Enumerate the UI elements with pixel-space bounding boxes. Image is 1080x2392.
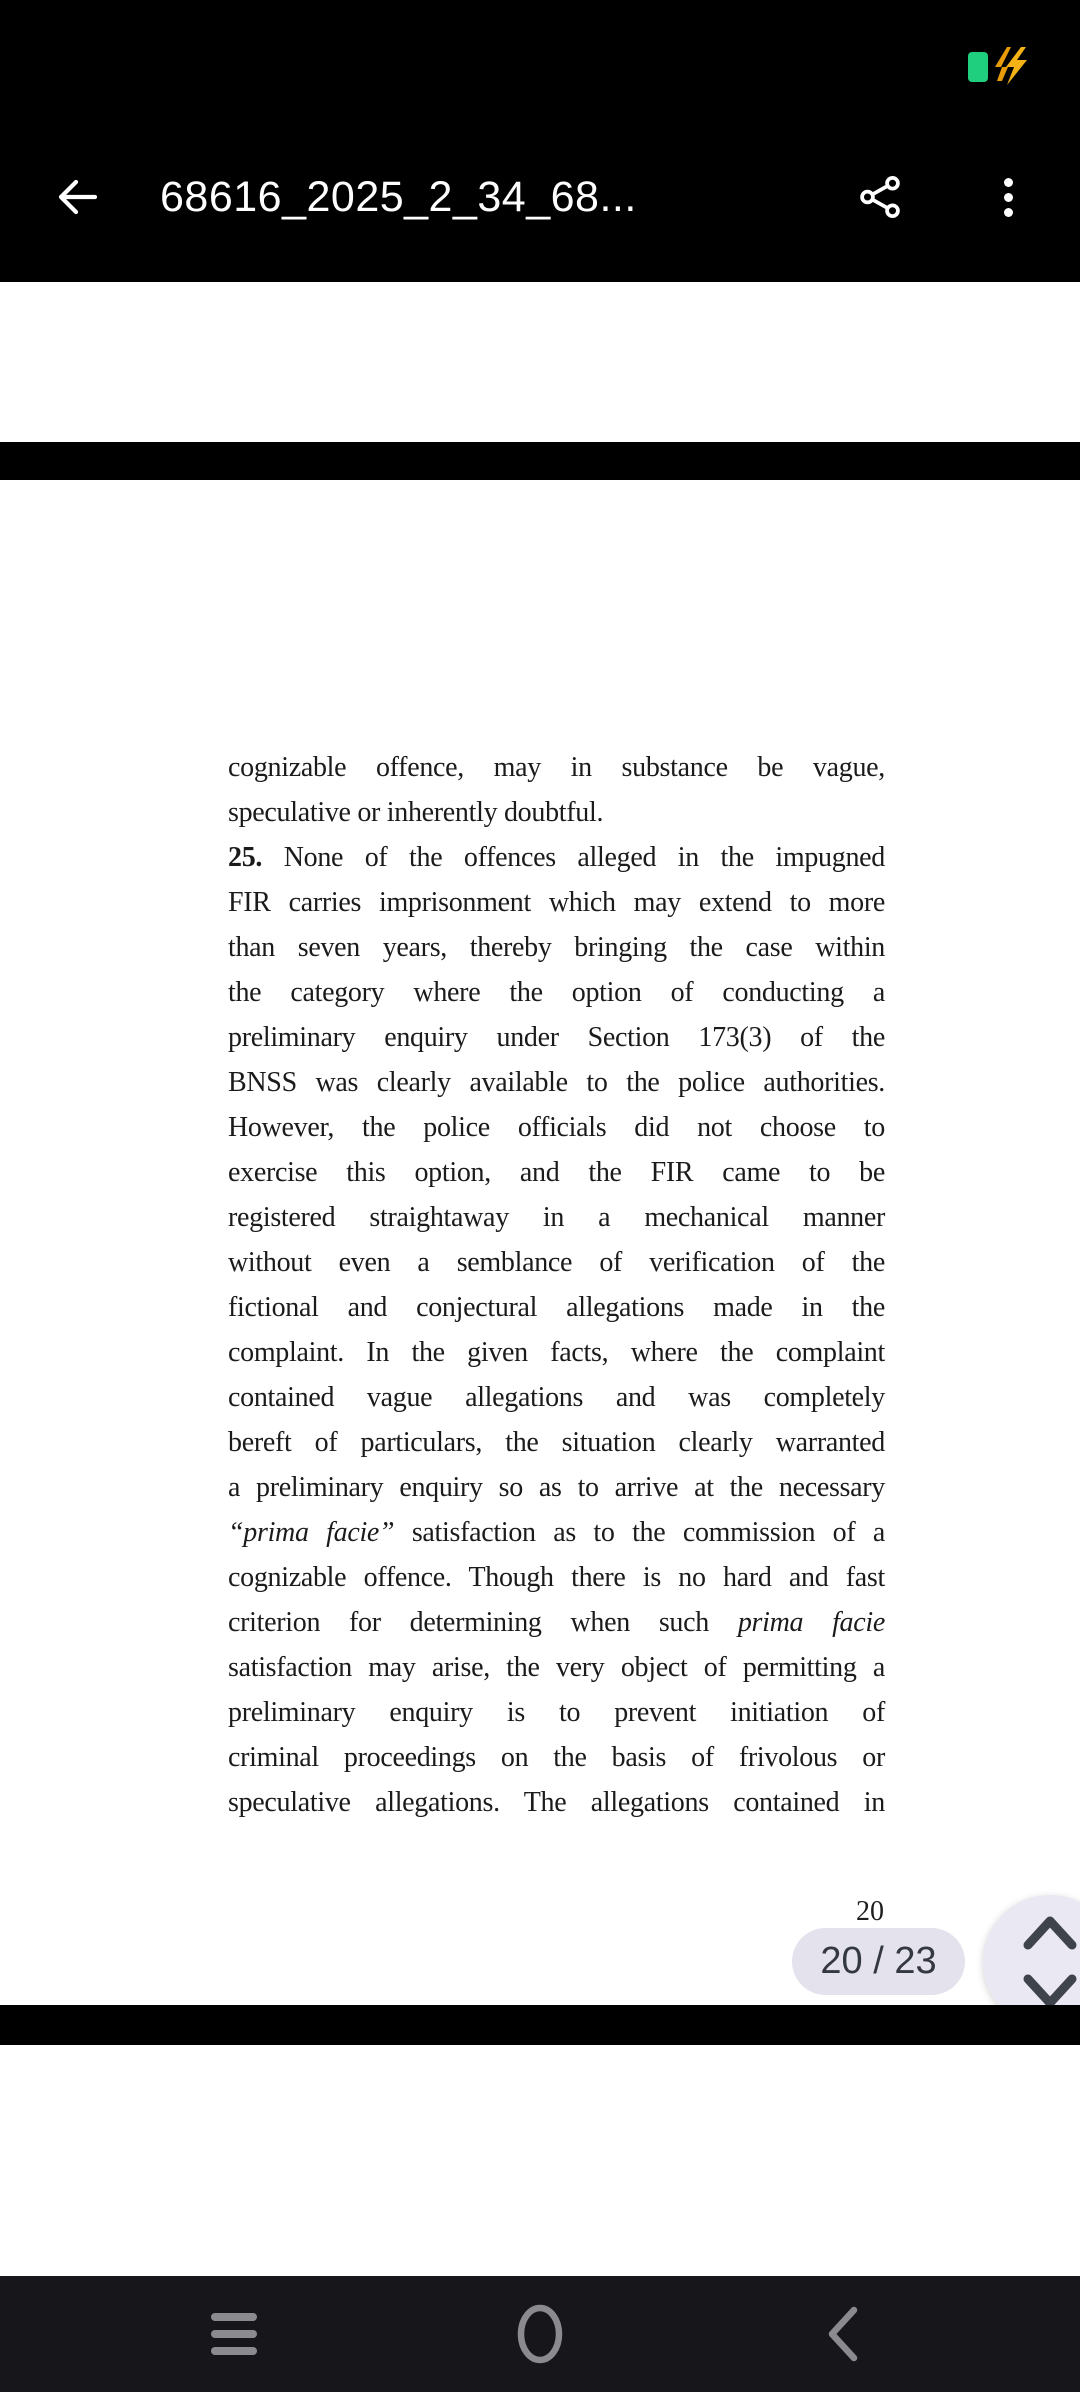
- battery-icon: [968, 52, 988, 82]
- charging-lightning-icon: [993, 45, 1029, 87]
- document-line: BNSS was clearly available to the police authorities.: [228, 1067, 885, 1098]
- document-line: cognizable offence. Though there is no hard and fast: [228, 1562, 885, 1593]
- document-line: speculative allegations. The allegations contained in: [228, 1787, 885, 1818]
- document-line: contained vague allegations and was completely: [228, 1382, 885, 1413]
- document-line: bereft of particulars, the situation clearly warranted: [228, 1427, 885, 1458]
- document-line: a preliminary enquiry so as to arrive at the necessary: [228, 1472, 885, 1503]
- overflow-menu-icon[interactable]: [986, 170, 1030, 224]
- scroll-chevrons: [1018, 1907, 1080, 2017]
- document-line: criterion for determining when such prima facie: [228, 1607, 885, 1638]
- chevron-down-icon: [1028, 1979, 1072, 2003]
- document-line: fictional and conjectural allegations made in the: [228, 1292, 885, 1323]
- page-indicator-chip: [792, 1928, 965, 1995]
- document-line: complaint. In the given facts, where the complaint: [228, 1337, 885, 1368]
- document-line: FIR carries imprisonment which may extend to more: [228, 887, 885, 918]
- android-nav-bar: [0, 2276, 1080, 2392]
- document-line: “prima facie” satisfaction as to the commission of a: [228, 1517, 886, 1548]
- document-line: registered straightaway in a mechanical manner: [228, 1202, 885, 1233]
- page-separator: [0, 442, 1080, 480]
- page-separator: [0, 2005, 1080, 2045]
- page-indicator-label: 20 / 23: [820, 1940, 937, 1982]
- nav-back-button[interactable]: [763, 2276, 923, 2392]
- document-line: satisfaction may arise, the very object of permitting a: [228, 1652, 885, 1683]
- document-line: than seven years, thereby bringing the case within: [228, 932, 885, 963]
- document-title: 68616_2025_2_34_68...: [160, 172, 637, 221]
- back-chevron-icon: [824, 2305, 862, 2363]
- document-line: speculative or inherently doubtful.: [228, 797, 604, 828]
- back-arrow-icon[interactable]: [52, 173, 100, 221]
- home-circle-icon: [516, 2303, 564, 2365]
- judgment-text: [228, 745, 885, 1825]
- recents-icon: [211, 2313, 257, 2355]
- pdf-page-19[interactable]: [0, 282, 1080, 442]
- pdf-page-20[interactable]: [0, 480, 1080, 2005]
- document-line: 25. None of the offences alleged in the impugned: [228, 842, 885, 873]
- home-button[interactable]: [460, 2276, 620, 2392]
- chevron-up-icon: [1028, 1921, 1072, 1945]
- document-line: preliminary enquiry is to prevent initiation of: [228, 1697, 885, 1728]
- document-line: the category where the option of conducting a: [228, 977, 885, 1008]
- page-20-footer-number: 20: [856, 1896, 884, 1927]
- document-line: criminal proceedings on the basis of frivolous or: [228, 1742, 885, 1773]
- document-line: preliminary enquiry under Section 173(3) of the: [228, 1022, 885, 1053]
- recents-button[interactable]: [154, 2276, 314, 2392]
- document-line: exercise this option, and the FIR came to be: [228, 1157, 885, 1188]
- document-line: without even a semblance of verification of the: [228, 1247, 885, 1278]
- app-bar: [0, 0, 1080, 282]
- document-line: However, the police officials did not choose to: [228, 1112, 885, 1143]
- document-line: cognizable offence, may in substance be vague,: [228, 752, 885, 783]
- share-icon[interactable]: [855, 172, 905, 222]
